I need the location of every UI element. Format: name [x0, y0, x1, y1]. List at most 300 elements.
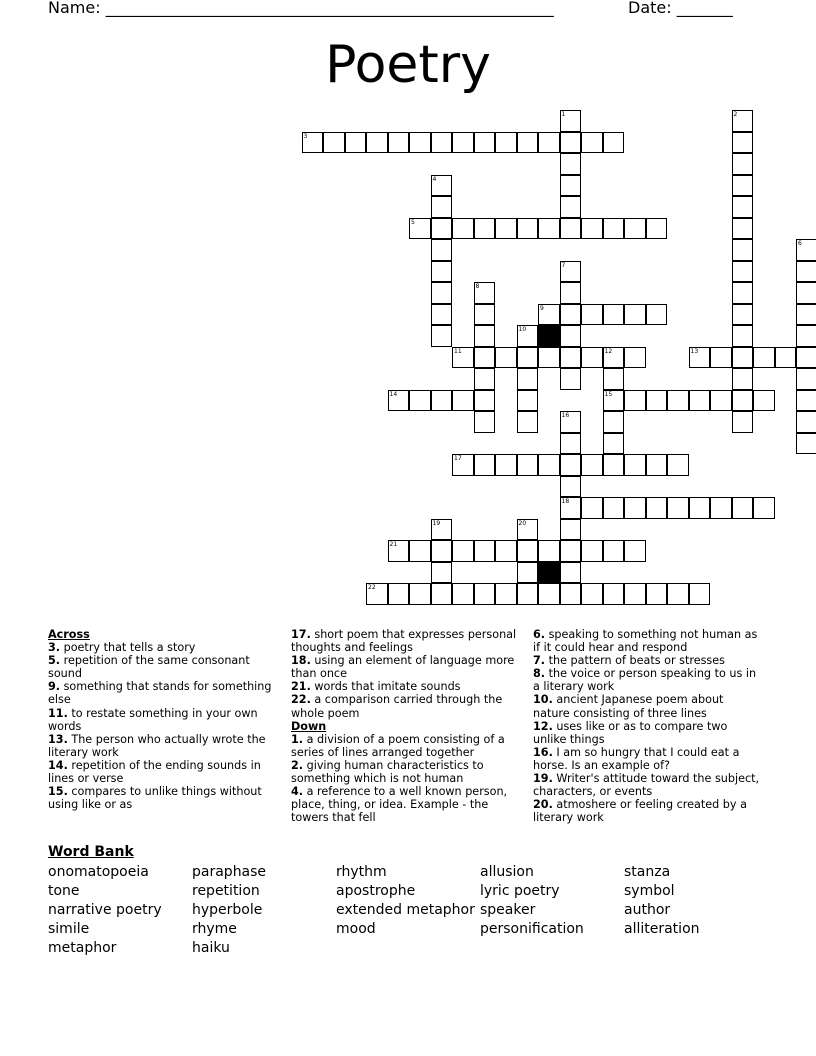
clue-text: I am so hungry that I could eat a horse. Is an example of?: [533, 745, 740, 772]
grid-cell[interactable]: [474, 282, 496, 304]
grid-cell[interactable]: [538, 304, 560, 326]
word-bank-item: speaker: [480, 902, 536, 918]
grid-cell[interactable]: [732, 132, 754, 154]
grid-cell[interactable]: [581, 540, 603, 562]
grid-cell[interactable]: [603, 368, 625, 390]
date-line[interactable]: _______: [676, 0, 733, 17]
clue-number: 22: [368, 584, 376, 591]
grid-cell[interactable]: [624, 304, 646, 326]
grid-cell[interactable]: [603, 540, 625, 562]
grid-cell[interactable]: [732, 261, 754, 283]
grid-cell[interactable]: [646, 304, 668, 326]
grid-cell[interactable]: [474, 390, 496, 412]
grid-cell[interactable]: [732, 110, 754, 132]
grid-cell[interactable]: [603, 583, 625, 605]
grid-cell[interactable]: [603, 454, 625, 476]
grid-cell[interactable]: [517, 347, 539, 369]
clue-item: [291, 693, 521, 719]
clue-number-label: 14.: [48, 758, 68, 772]
grid-cell[interactable]: [431, 175, 453, 197]
clue-number: 7: [561, 261, 566, 269]
clue-number-label: 19.: [533, 772, 553, 786]
grid-cell[interactable]: [538, 454, 560, 476]
clue-item: [533, 746, 761, 772]
word-bank-item: personification: [480, 921, 584, 937]
word-bank-item: mood: [336, 921, 376, 937]
grid-cell[interactable]: [732, 390, 754, 412]
grid-cell[interactable]: [431, 261, 453, 283]
clue-item: [48, 654, 278, 680]
clue-text: The person who actually wrote the literary work: [48, 732, 266, 759]
grid-cell[interactable]: [732, 325, 754, 347]
grid-cell[interactable]: [560, 454, 582, 476]
grid-cell[interactable]: [732, 175, 754, 197]
grid-cell[interactable]: [581, 497, 603, 519]
word-bank-item: symbol: [624, 883, 675, 899]
word-bank-column-1: [48, 863, 162, 958]
clue-number: 12: [604, 347, 613, 355]
grid-cell[interactable]: [452, 132, 474, 154]
grid-cell[interactable]: [667, 583, 689, 605]
grid-cell[interactable]: [796, 304, 816, 326]
down-clue-list-continued: [533, 628, 761, 824]
grid-cell[interactable]: [517, 368, 539, 390]
grid-cell[interactable]: [560, 282, 582, 304]
clue-item: [533, 693, 761, 719]
grid-cell[interactable]: [753, 347, 775, 369]
word-bank-item: extended metaphor: [336, 902, 475, 918]
grid-cell[interactable]: [517, 519, 539, 541]
clue-text: the voice or person speaking to us in a literary work: [533, 667, 757, 694]
grid-cell[interactable]: [796, 282, 816, 304]
grid-cell[interactable]: [538, 583, 560, 605]
clue-number-label: 17.: [291, 628, 311, 641]
clue-number-label: 15.: [48, 785, 68, 799]
grid-cell[interactable]: [796, 411, 816, 433]
grid-cell[interactable]: [581, 304, 603, 326]
word-bank-item: stanza: [624, 864, 671, 880]
grid-cell[interactable]: [646, 218, 668, 240]
clue-number: 9: [540, 304, 544, 312]
grid-cell[interactable]: [603, 218, 625, 240]
grid-cell[interactable]: [624, 454, 646, 476]
grid-cell[interactable]: [581, 347, 603, 369]
grid-cell[interactable]: [796, 239, 816, 261]
clue-number-label: 22.: [291, 693, 311, 707]
clue-number-label: 12.: [533, 719, 553, 733]
grid-cell[interactable]: [431, 325, 453, 347]
clue-number: 3: [303, 132, 308, 140]
clue-number-label: 10.: [533, 693, 553, 707]
grid-cell[interactable]: [409, 540, 431, 562]
grid-cell[interactable]: [624, 497, 646, 519]
word-bank-item: simile: [48, 921, 90, 937]
grid-cell[interactable]: [474, 132, 496, 154]
clue-text: a comparison carried through the whole poem: [291, 693, 503, 720]
grid-cell[interactable]: [732, 196, 754, 218]
grid-cell[interactable]: [581, 454, 603, 476]
word-bank-item: haiku: [192, 940, 230, 956]
grid-cell[interactable]: [603, 304, 625, 326]
grid-cell[interactable]: [495, 583, 517, 605]
grid-cell[interactable]: [517, 132, 539, 154]
word-bank-item: onomatopoeia: [48, 864, 149, 880]
grid-cell[interactable]: [409, 390, 431, 412]
grid-cell[interactable]: [624, 390, 646, 412]
clue-number-label: 4.: [291, 785, 304, 799]
clue-text: to restate something in your own words: [48, 706, 258, 733]
clue-item: [533, 720, 761, 746]
grid-cell[interactable]: [603, 132, 625, 154]
grid-cell[interactable]: [560, 304, 582, 326]
grid-cell[interactable]: [431, 239, 453, 261]
grid-cell[interactable]: [624, 218, 646, 240]
grid-cell[interactable]: [796, 433, 816, 455]
clue-item: [291, 680, 521, 693]
word-bank-item: lyric poetry: [480, 883, 560, 899]
black-cell: [538, 325, 560, 347]
grid-cell[interactable]: [667, 497, 689, 519]
grid-cell[interactable]: [646, 497, 668, 519]
word-bank-item: apostrophe: [336, 883, 416, 899]
grid-cell[interactable]: [603, 347, 625, 369]
grid-cell[interactable]: [646, 454, 668, 476]
clue-number-label: 13.: [48, 732, 68, 746]
grid-cell[interactable]: [775, 347, 797, 369]
grid-cell[interactable]: [474, 368, 496, 390]
grid-cell[interactable]: [581, 218, 603, 240]
word-bank-item: author: [624, 902, 671, 918]
grid-cell[interactable]: [732, 347, 754, 369]
clue-number: 14: [389, 390, 398, 398]
clue-text: repetition of the same consonant sound: [48, 654, 250, 681]
grid-cell[interactable]: [538, 218, 560, 240]
clue-number-label: 5.: [48, 654, 61, 668]
grid-cell[interactable]: [517, 325, 539, 347]
grid-cell[interactable]: [452, 583, 474, 605]
grid-cell[interactable]: [732, 368, 754, 390]
grid-cell[interactable]: [603, 497, 625, 519]
word-bank-item: alliteration: [624, 921, 700, 937]
grid-cell[interactable]: [560, 411, 582, 433]
across-clue-list: [48, 641, 278, 811]
clue-item: [48, 707, 278, 733]
clue-number: 8: [475, 283, 480, 290]
word-bank-title: Word Bank: [48, 844, 134, 860]
grid-cell[interactable]: [796, 390, 816, 412]
grid-cell[interactable]: [495, 132, 517, 154]
word-bank-item: allusion: [480, 864, 534, 880]
grid-cell[interactable]: [345, 132, 367, 154]
grid-cell[interactable]: [517, 454, 539, 476]
clue-number-label: 1.: [291, 732, 304, 746]
grid-cell[interactable]: [710, 390, 732, 412]
grid-cell[interactable]: [474, 583, 496, 605]
grid-cell[interactable]: [517, 411, 539, 433]
grid-cell[interactable]: [495, 540, 517, 562]
down-heading: Down: [291, 719, 327, 733]
grid-cell[interactable]: [689, 390, 711, 412]
clue-number: 11: [454, 347, 462, 355]
grid-cell[interactable]: [388, 540, 410, 562]
clue-item: [533, 772, 761, 798]
grid-cell[interactable]: [409, 132, 431, 154]
grid-cell[interactable]: [646, 583, 668, 605]
name-label: Name:: [48, 0, 101, 17]
word-bank-item: rhythm: [336, 864, 387, 880]
clues-column-1: [48, 628, 278, 811]
clue-number-label: 21.: [291, 680, 311, 694]
grid-cell[interactable]: [431, 218, 453, 240]
clue-text: the pattern of beats or stresses: [545, 654, 725, 668]
grid-cell[interactable]: [560, 153, 582, 175]
grid-cell[interactable]: [474, 218, 496, 240]
clue-item: [48, 785, 278, 811]
grid-cell[interactable]: [474, 411, 496, 433]
word-bank-item: narrative poetry: [48, 902, 162, 918]
grid-cell[interactable]: [753, 497, 775, 519]
grid-cell[interactable]: [560, 110, 582, 132]
grid-cell[interactable]: [689, 583, 711, 605]
grid-cell[interactable]: [495, 454, 517, 476]
clue-text: giving human characteristics to something which is not human: [291, 758, 484, 786]
grid-cell[interactable]: [732, 411, 754, 433]
clue-number: 4: [432, 175, 437, 183]
clue-item: [48, 680, 278, 706]
grid-cell[interactable]: [474, 540, 496, 562]
grid-cell[interactable]: [538, 347, 560, 369]
grid-cell[interactable]: [474, 325, 496, 347]
grid-cell[interactable]: [560, 175, 582, 197]
clue-number-label: 16.: [533, 745, 553, 759]
clue-number: 18: [561, 498, 570, 505]
grid-cell[interactable]: [560, 583, 582, 605]
clues-column-3: [533, 628, 761, 824]
word-bank-column-4: [480, 863, 584, 939]
grid-cell[interactable]: [431, 304, 453, 326]
clue-item: [291, 733, 521, 759]
word-bank-item: rhyme: [192, 921, 237, 937]
clue-text: a reference to a well known person, place, thing, or idea. Example - the towers that fell: [291, 785, 508, 825]
grid-cell[interactable]: [689, 497, 711, 519]
grid-cell[interactable]: [624, 540, 646, 562]
grid-cell[interactable]: [732, 153, 754, 175]
grid-cell[interactable]: [667, 390, 689, 412]
grid-cell[interactable]: [517, 218, 539, 240]
clue-text: uses like or as to compare two unlike things: [533, 719, 728, 746]
grid-cell[interactable]: [431, 519, 453, 541]
grid-cell[interactable]: [452, 540, 474, 562]
grid-cell[interactable]: [753, 390, 775, 412]
grid-cell[interactable]: [624, 347, 646, 369]
name-line[interactable]: ________________________________________________________: [105, 0, 554, 17]
word-bank-column-3: [336, 863, 475, 939]
clue-item: [291, 759, 521, 785]
grid-cell[interactable]: [560, 347, 582, 369]
grid-cell[interactable]: [560, 497, 582, 519]
grid-cell[interactable]: [366, 583, 388, 605]
page-title: Poetry: [325, 35, 491, 95]
word-bank-item: paraphase: [192, 864, 267, 880]
grid-cell[interactable]: [431, 562, 453, 584]
clue-item: [533, 798, 761, 824]
grid-cell[interactable]: [452, 347, 474, 369]
clues-column-2: [291, 628, 521, 824]
word-bank-item: metaphor: [48, 940, 117, 956]
clue-item: [291, 654, 521, 680]
grid-cell[interactable]: [560, 476, 582, 498]
clue-text: poetry that tells a story: [60, 641, 196, 655]
clue-text: compares to unlike things without using like or as: [48, 785, 262, 812]
grid-cell[interactable]: [388, 583, 410, 605]
clue-number-label: 2.: [291, 758, 304, 772]
grid-cell[interactable]: [431, 132, 453, 154]
grid-cell[interactable]: [388, 132, 410, 154]
black-cell: [538, 562, 560, 584]
clue-number: 1: [561, 111, 566, 118]
clue-number-label: 11.: [48, 706, 68, 720]
clue-number-label: 3.: [48, 641, 61, 655]
clue-item: [291, 628, 521, 654]
grid-cell[interactable]: [560, 562, 582, 584]
clue-item: [533, 628, 761, 654]
clue-number-label: 9.: [48, 680, 61, 694]
grid-cell[interactable]: [431, 196, 453, 218]
grid-cell[interactable]: [581, 132, 603, 154]
down-clue-list: [291, 733, 521, 825]
grid-cell[interactable]: [560, 433, 582, 455]
clue-text: using an element of language more than once: [291, 654, 515, 681]
grid-cell[interactable]: [796, 347, 816, 369]
grid-cell[interactable]: [431, 583, 453, 605]
grid-cell[interactable]: [538, 132, 560, 154]
grid-cell[interactable]: [560, 368, 582, 390]
grid-cell[interactable]: [495, 347, 517, 369]
grid-cell[interactable]: [710, 497, 732, 519]
clue-number: 5: [411, 218, 415, 226]
grid-cell[interactable]: [603, 411, 625, 433]
grid-cell[interactable]: [474, 304, 496, 326]
grid-cell[interactable]: [732, 497, 754, 519]
grid-cell[interactable]: [603, 433, 625, 455]
word-bank-item: repetition: [192, 883, 260, 899]
grid-cell[interactable]: [431, 390, 453, 412]
grid-cell[interactable]: [710, 347, 732, 369]
clue-item: [291, 785, 521, 824]
clue-number: 15: [604, 390, 613, 398]
across-clue-list-continued: [291, 628, 521, 720]
grid-cell[interactable]: [646, 390, 668, 412]
clue-number: 10: [518, 326, 527, 333]
grid-cell[interactable]: [560, 325, 582, 347]
grid-cell[interactable]: [689, 347, 711, 369]
clue-item: [48, 759, 278, 785]
grid-cell[interactable]: [431, 282, 453, 304]
clue-item: [48, 641, 278, 654]
grid-cell[interactable]: [667, 454, 689, 476]
clue-number-label: 18.: [291, 654, 311, 668]
grid-cell[interactable]: [796, 261, 816, 283]
grid-cell[interactable]: [302, 132, 324, 154]
grid-cell[interactable]: [452, 390, 474, 412]
grid-cell[interactable]: [452, 218, 474, 240]
grid-cell[interactable]: [560, 261, 582, 283]
grid-cell[interactable]: [560, 218, 582, 240]
grid-cell[interactable]: [732, 239, 754, 261]
grid-cell[interactable]: [732, 218, 754, 240]
word-bank-column-5: [624, 863, 700, 939]
grid-cell[interactable]: [474, 347, 496, 369]
grid-cell[interactable]: [474, 454, 496, 476]
grid-cell[interactable]: [323, 132, 345, 154]
grid-cell[interactable]: [409, 583, 431, 605]
clue-text: something that stands for something else: [48, 680, 272, 707]
clue-item: [48, 733, 278, 759]
clue-number: 6: [798, 240, 802, 247]
grid-cell[interactable]: [409, 218, 431, 240]
grid-cell[interactable]: [538, 540, 560, 562]
grid-cell[interactable]: [624, 583, 646, 605]
word-bank-item: tone: [48, 883, 80, 899]
grid-cell[interactable]: [732, 282, 754, 304]
clue-number: 17: [454, 455, 462, 462]
clue-text: words that imitate sounds: [310, 680, 461, 694]
clue-text: a division of a poem consisting of a series of lines arranged together: [291, 732, 505, 759]
grid-cell[interactable]: [796, 325, 816, 347]
across-heading: Across: [48, 628, 90, 641]
clue-number-label: 7.: [533, 654, 546, 668]
grid-cell[interactable]: [560, 132, 582, 154]
date-label: Date:: [628, 0, 672, 17]
clue-item: [533, 667, 761, 693]
grid-cell[interactable]: [796, 368, 816, 390]
clue-number: 21: [389, 541, 398, 548]
clue-number-label: 6.: [533, 628, 546, 641]
grid-cell[interactable]: [560, 540, 582, 562]
grid-cell[interactable]: [732, 304, 754, 326]
clue-number: 16: [561, 412, 570, 419]
clue-text: ancient Japanese poem about nature consisting of three lines: [533, 693, 724, 720]
clue-text: speaking to something not human as if it could hear and respond: [533, 628, 758, 655]
grid-cell[interactable]: [431, 540, 453, 562]
clue-item: [533, 654, 761, 667]
word-bank-item: hyperbole: [192, 902, 263, 918]
grid-cell[interactable]: [517, 562, 539, 584]
clue-text: repetition of the ending sounds in lines or verse: [48, 758, 261, 786]
clue-text: Writer's attitude toward the subject, characters, or events: [533, 772, 760, 799]
grid-cell[interactable]: [452, 454, 474, 476]
clue-number-label: 8.: [533, 667, 546, 681]
grid-cell[interactable]: [560, 196, 582, 218]
grid-cell[interactable]: [388, 390, 410, 412]
grid-cell[interactable]: [517, 583, 539, 605]
clue-number: 19: [432, 519, 441, 527]
word-bank-column-2: [192, 863, 266, 958]
grid-cell[interactable]: [517, 540, 539, 562]
grid-cell[interactable]: [603, 390, 625, 412]
clue-text: atmoshere or feeling created by a literary work: [533, 798, 747, 825]
clue-number: 13: [690, 347, 699, 355]
clue-number: 20: [518, 519, 527, 527]
grid-cell[interactable]: [366, 132, 388, 154]
clue-number: 2: [733, 111, 738, 118]
clue-text: short poem that expresses personal thoughts and feelings: [291, 628, 517, 655]
clue-number-label: 20.: [533, 798, 553, 812]
grid-cell[interactable]: [495, 218, 517, 240]
grid-cell[interactable]: [517, 390, 539, 412]
grid-cell[interactable]: [560, 519, 582, 541]
grid-cell[interactable]: [581, 583, 603, 605]
